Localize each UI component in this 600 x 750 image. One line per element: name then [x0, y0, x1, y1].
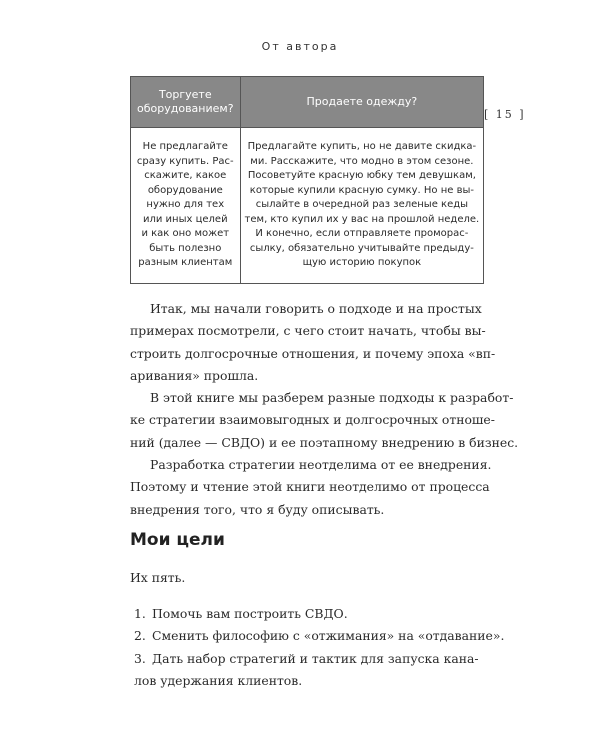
list-number: 2. [134, 628, 146, 644]
paragraph-intro [130, 298, 519, 521]
cell-line: сылайте в очередной раз зеленые кеды [255, 199, 469, 210]
table-header-row [131, 77, 484, 128]
cell-line: тем, кто купил их у вас на прошлой неделе. [244, 213, 480, 225]
cell-line: нужно для тех [146, 199, 225, 210]
table-header-clothes [240, 77, 484, 128]
section-heading: Мои цели [130, 530, 225, 550]
header-line: Продаете одежду? [306, 95, 418, 108]
cell-line: ми. Расскажите, что модно в этом сезоне. [250, 155, 474, 167]
running-head: От автора [261, 40, 339, 53]
cell-line: и как оно может [141, 228, 230, 239]
list-item [134, 603, 482, 625]
page-number: [ 15 ] [484, 108, 526, 121]
text-line: строить долгосрочные отношения, и почему эпоха «вп- [130, 345, 496, 361]
cell-line: скажите, какое [144, 170, 227, 181]
cell-line: или иных целей [142, 213, 228, 225]
cell-line: Не предлагайте [142, 141, 228, 152]
cell-line: разным клиентам [138, 257, 233, 268]
cell-line: которые купили красную сумку. Но не вы- [249, 184, 474, 196]
intro-text: Их пять. [130, 570, 186, 585]
table-row [131, 128, 484, 284]
cell-line: быть полезно [149, 242, 222, 254]
text-line: ке стратегии взаимовыгодных и долгосрочных отноше- [130, 412, 495, 428]
list-text: Помочь вам построить СВДО. [152, 606, 348, 621]
list-item [134, 625, 505, 647]
comparison-table [130, 76, 484, 284]
list-text: лов удержания клиентов. [134, 672, 303, 688]
goal-list [134, 603, 505, 692]
table-header-equipment [131, 77, 241, 128]
cell-line: Посоветуйте красную юбку тем девушкам, [247, 170, 476, 181]
list-number: 1. [134, 606, 146, 621]
table-cell-equipment [131, 128, 241, 284]
cell-line: щую историю покупок [302, 257, 422, 268]
cell-line: сылку, обязательно учитывайте предыду- [249, 242, 474, 254]
text-line: Разработка стратегии неотделима от ее внедрения. [150, 457, 492, 473]
text-line: Поэтому и чтение этой книги неотделимо от процесса [130, 479, 490, 495]
table-cell-clothes [240, 128, 484, 284]
list-number: 3. [134, 650, 146, 666]
cell-line: И конечно, если отправляете проморас- [255, 228, 469, 239]
text-line: ний (далее — СВДО) и ее поэтапному внедрению в бизнес. [130, 434, 519, 450]
text-line: внедрения того, что я буду описывать. [130, 501, 385, 517]
header-line: оборудованием? [137, 102, 234, 115]
cell-line: сразу купить. Рас- [136, 155, 234, 167]
cell-line: Предлагайте купить, но не давите скидка- [247, 141, 477, 152]
header-line: Торгуете [158, 88, 212, 101]
text-line: Итак, мы начали говорить о подходе и на простых [150, 301, 482, 316]
text-line: примерах посмотрели, с чего стоит начать, чтобы вы- [130, 323, 486, 339]
list-item [134, 648, 482, 693]
text-line: аривания» прошла. [130, 367, 259, 383]
list-text: Сменить философию с «отжимания» на «отдавание». [152, 628, 505, 644]
text-line: В этой книге мы разберем разные подходы к разработ- [150, 390, 514, 406]
list-text: Дать набор стратегий и тактик для запуска кана- [152, 650, 479, 666]
cell-line: оборудование [147, 184, 223, 196]
